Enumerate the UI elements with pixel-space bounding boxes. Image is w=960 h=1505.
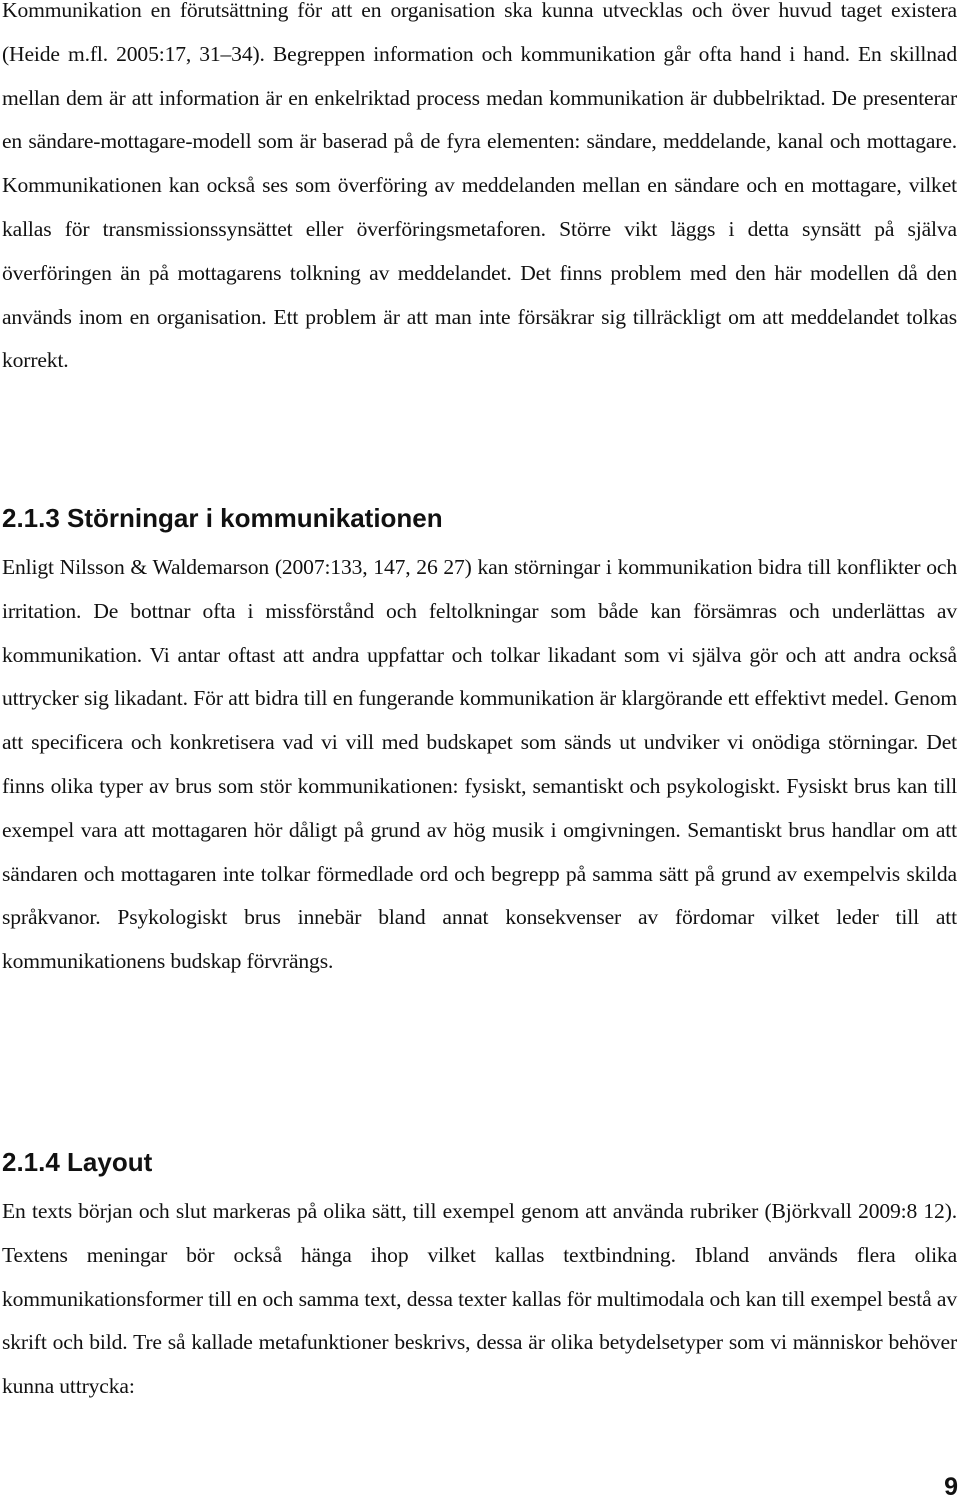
- paragraph-storningar: Enligt Nilsson & Waldemarson (2007:133, 147, 26 27) kan störningar i kommunikation bidra till konflikter och irritation. De bottnar ofta i missförstånd och feltolkningar som både kan försämras och underlättas av kommunikation. Vi antar oftast att andra uppfattar och tolkar likadant som vi själva gör och att andra också uttrycker sig likadant. För att bidra till en fungerande kommunikation är klargörande ett effektivt medel. Genom att specificera och konkretisera vad vi vill med budskapet som sänds ut undviker vi onödiga störningar. Det finns olika typer av brus som stör kommunikationen: fysiskt, semantiskt och psykologiskt. Fysiskt brus kan till exempel vara att mottagaren hör dåligt på grund av hög musik i omgivningen. Semantiskt brus handlar om att sändaren och mottagaren inte tolkar förmedlade ord och begrepp på samma sätt på grund av exempelvis skilda språkvanor. Psykologiskt brus innebär bland annat konsekvenser av fördomar vilket leder till att kommunikationens budskap förvrängs.: [2, 555, 957, 974]
- paragraph-layout: En texts början och slut markeras på olika sätt, till exempel genom att använda rubriker (Björkvall 2009:8 12). Textens meningar bör också hänga ihop vilket kallas textbindning. Ibland används flera olika kommunikationsformer till en och samma text, dessa texter kallas för multimodala och kan till exempel bestå av skrift och bild. Tre så kallade metafunktioner beskrivs, dessa är olika betydelsetyper som vi människor behöver kunna uttrycka:: [2, 1199, 957, 1399]
- section-heading-layout: 2.1.4 Layout: [2, 1147, 153, 1177]
- page-number: 9: [944, 1473, 958, 1501]
- paragraph-communication-intro: Kommunikation en förutsättning för att en organisation ska kunna utvecklas och över huvud taget existera (Heide m.fl. 2005:17, 31–34). Begreppen information och kommunikation går ofta hand i hand. En skillnad mellan dem är att information är en enkelriktad process medan kommunikation är dubbelriktad. De presenterar en sändare-mottagare-modell som är baserad på de fyra elementen: sändare, meddelande, kanal och mottagare. Kommunikationen kan också ses som överföring av meddelanden mellan en sändare och en mottagare, vilket kallas för transmissionssynsättet eller överföringsmetaforen. Större vikt läggs i detta synsätt på själva överföringen än på mottagarens tolkning av meddelandet. Det finns problem med den här modellen då den används inom en organisation. Ett problem är att man inte försäkrar sig tillräckligt om att meddelandet tolkas korrekt.: [2, 0, 957, 373]
- section-heading-storningar: 2.1.3 Störningar i kommunikationen: [2, 503, 443, 533]
